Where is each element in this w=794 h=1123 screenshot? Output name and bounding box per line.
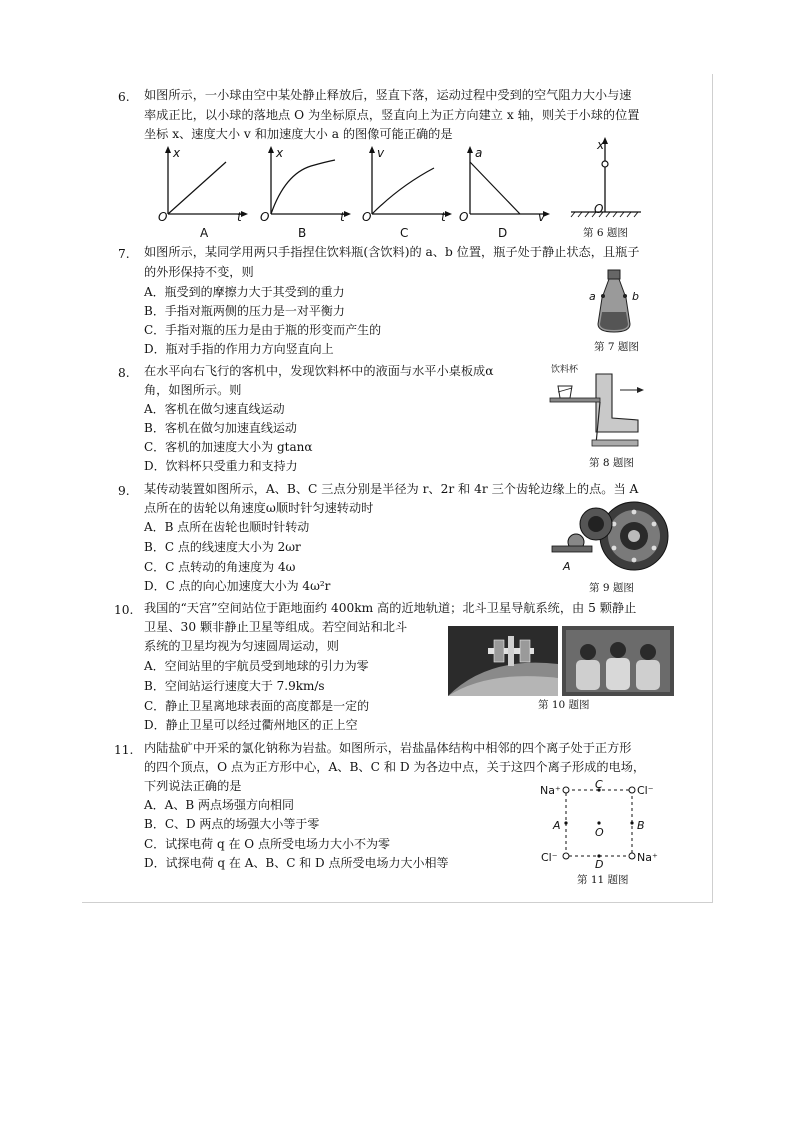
q6-b-xaxis: t <box>340 210 345 224</box>
q7-label-a: a <box>589 290 596 303</box>
q6-d-xaxis: v <box>538 210 546 224</box>
q11-option-a: A．A、B 两点场强方向相同 <box>144 798 294 812</box>
q11-line-1: 内陆盐矿中开采的氯化钠称为岩盐。如图所示，岩盐晶体结构中相邻的四个离子处于正方形 <box>144 741 632 755</box>
q11-point-b: B <box>637 819 645 832</box>
q11-ion-bottom-left: Cl⁻ <box>541 851 558 864</box>
q9-number: 9. <box>118 484 130 498</box>
q10-photos <box>448 626 674 696</box>
q11-line-2: 的四个顶点，O 点为正方形中心，A、B、C 和 D 为各边中点，关于这四个离子形成的电场， <box>144 760 646 774</box>
q6-number: 6. <box>118 90 130 104</box>
q8-option-a: A．客机在做匀速直线运动 <box>144 402 285 416</box>
q7-number: 7. <box>118 247 130 261</box>
q7-caption: 第 7 题图 <box>594 341 639 353</box>
q7-line-2: 的外形保持不变，则 <box>144 265 254 279</box>
q6-b-origin: O <box>260 210 270 224</box>
q11-point-c: C <box>595 778 603 791</box>
q11-option-d: D．试探电荷 q 在 A、B、C 和 D 点所受电场力大小相等 <box>144 856 449 870</box>
q6-fig-o-label: O <box>594 202 604 216</box>
q6-fig-x-label: x <box>597 138 605 152</box>
q9-option-d: D．C 点的向心加速度大小为 4ω²r <box>144 579 331 593</box>
q11-ion-top-right: Cl⁻ <box>637 784 654 797</box>
q6-c-letter: C <box>400 226 409 240</box>
q9-option-c: C．C 点转动的角速度为 4ω <box>144 560 296 574</box>
q6-line-2: 率成正比，以小球的落地点 O 为坐标原点，竖直向上为正方向建立 x 轴，则关于小球的位置 <box>144 108 640 122</box>
q8-option-c: C．客机的加速度大小为 gtanα <box>144 440 313 454</box>
q11-ion-square <box>560 784 640 864</box>
q8-caption: 第 8 题图 <box>589 457 634 469</box>
q9-line-2: 点所在的齿轮以角速度ω顺时针匀速转动时 <box>144 501 374 515</box>
q8-cup-label: 饮料杯 <box>551 365 579 375</box>
q10-line-1: 我国的“天宫”空间站位于距地面约 400km 高的近地轨道；北斗卫星导航系统，由 5 颗静止 <box>144 601 637 615</box>
q6-line-1: 如图所示，一小球由空中某处静止释放后，竖直下落，运动过程中受到的空气阻力大小与速 <box>144 88 632 102</box>
q6-d-letter: D <box>498 226 508 240</box>
q11-point-d: D <box>595 858 604 871</box>
q7-option-b: B．手指对瓶两侧的压力是一对平衡力 <box>144 304 345 318</box>
q7-option-a: A．瓶受到的摩擦力大于其受到的重力 <box>144 285 345 299</box>
q9-line-1: 某传动装置如图所示，A、B、C 三点分别是半径为 r、2r 和 4r 三个齿轮边缘上的点。当 A <box>144 482 639 496</box>
q6-c-yaxis: v <box>377 146 385 160</box>
q6-c-origin: O <box>362 210 372 224</box>
q7-option-c: C．手指对瓶的压力是由于瓶的形变而产生的 <box>144 323 382 337</box>
q7-label-b: b <box>632 290 639 303</box>
q8-line-2: 角，如图所示。则 <box>144 383 242 397</box>
q6-caption: 第 6 题图 <box>583 227 628 239</box>
q6-d-origin: O <box>459 210 469 224</box>
q11-option-b: B．C、D 两点的场强大小等于零 <box>144 817 320 831</box>
q9-option-b: B．C 点的线速度大小为 2ωr <box>144 540 301 554</box>
q11-ion-bottom-right: Na⁺ <box>637 851 658 864</box>
q9-label-a: A <box>563 560 571 573</box>
q10-option-d: D．静止卫星可以经过衢州地区的正上空 <box>144 718 358 732</box>
q6-line-3: 坐标 x、速度大小 v 和加速度大小 a 的图像可能正确的是 <box>144 127 453 141</box>
q10-option-a: A．空间站里的宇航员受到地球的引力为零 <box>144 659 369 673</box>
q9-caption: 第 9 题图 <box>589 582 634 594</box>
q8-line-1: 在水平向右飞行的客机中，发现饮料杯中的液面与水平小桌板成α <box>144 364 494 378</box>
q6-b-letter: B <box>298 226 307 240</box>
q11-point-a: A <box>553 819 561 832</box>
q6-c-xaxis: t <box>441 210 446 224</box>
q11-line-3: 下列说法正确的是 <box>144 779 242 793</box>
q11-point-o: O <box>595 826 604 839</box>
q10-caption: 第 10 题图 <box>538 699 590 711</box>
q6-a-letter: A <box>200 226 209 240</box>
q11-number: 11. <box>114 743 134 757</box>
q10-number: 10. <box>114 603 134 617</box>
q11-caption: 第 11 题图 <box>577 874 629 886</box>
q10-option-b: B．空间站运行速度大于 7.9km/s <box>144 679 325 693</box>
q10-line-2: 卫星、30 颗非静止卫星等组成。若空间站和北斗 <box>144 620 408 634</box>
q8-option-d: D．饮料杯只受重力和支持力 <box>144 459 298 473</box>
q7-option-d: D．瓶对手指的作用力方向竖直向上 <box>144 342 334 356</box>
q10-option-c: C．静止卫星离地球表面的高度都是一定的 <box>144 699 370 713</box>
q7-line-1: 如图所示，某同学用两只手指捏住饮料瓶(含饮料)的 a、b 位置，瓶子处于静止状态，且瓶子 <box>144 245 640 259</box>
q8-number: 8. <box>118 366 130 380</box>
q11-option-c: C．试探电荷 q 在 O 点所受电场力大小不为零 <box>144 837 390 851</box>
q6-a-yaxis: x <box>173 146 181 160</box>
q6-d-yaxis: a <box>475 146 483 160</box>
q8-option-b: B．客机在做匀加速直线运动 <box>144 421 297 435</box>
q8-seat-figure <box>546 368 646 452</box>
q6-a-xaxis: t <box>237 210 242 224</box>
q9-option-a: A．B 点所在齿轮也顺时针转动 <box>144 520 310 534</box>
q11-ion-top-left: Na⁺ <box>540 784 561 797</box>
q6-b-yaxis: x <box>276 146 284 160</box>
q6-figure-ball <box>565 136 645 218</box>
q10-line-3: 系统的卫星均视为匀速圆周运动，则 <box>144 639 339 653</box>
q6-a-origin: O <box>158 210 168 224</box>
